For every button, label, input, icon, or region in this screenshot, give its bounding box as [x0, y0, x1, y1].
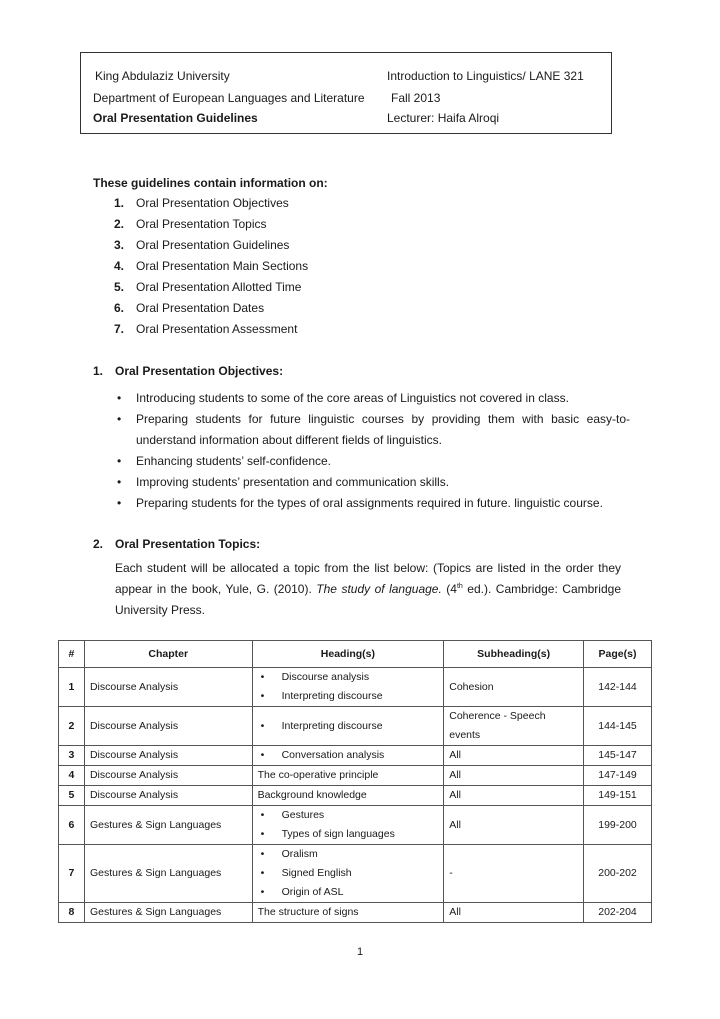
heading-item: • Interpreting discourse: [258, 687, 439, 706]
heading-item: • Origin of ASL: [258, 883, 439, 902]
pages-cell: 149-151: [584, 786, 652, 806]
chapter-cell: Discourse Analysis: [84, 746, 252, 766]
pages-cell: 145-147: [584, 746, 652, 766]
table-row: [59, 746, 652, 766]
course-name: Introduction to Linguistics/ LANE 321: [387, 69, 584, 83]
heading-cell: [252, 806, 444, 845]
paragraph-text: (4: [441, 582, 457, 596]
document-title: Oral Presentation Guidelines: [93, 111, 258, 125]
subheading-cell: -: [444, 845, 584, 903]
heading-cell: [252, 845, 444, 903]
heading-cell: [252, 668, 444, 707]
lecturer: Lecturer: Haifa Alroqi: [387, 111, 500, 125]
list-item: • Preparing students for future linguistic courses by providing them with basic easy-to-understand information about different fields of linguistics.: [115, 409, 630, 451]
chapter-cell: Gestures & Sign Languages: [84, 845, 252, 903]
subheading-cell: Coherence - Speech events: [444, 707, 584, 746]
row-number: 3: [59, 746, 85, 766]
list-item: • Introducing students to some of the core areas of Linguistics not covered in class.: [115, 388, 630, 409]
item-text: Oral Presentation Assessment: [136, 322, 298, 336]
table-header-row: [59, 641, 652, 668]
section-title: Oral Presentation Topics:: [115, 537, 261, 551]
row-number: 5: [59, 786, 85, 806]
heading-item: • Discourse analysis: [258, 668, 439, 687]
chapter-cell: Gestures & Sign Languages: [84, 806, 252, 845]
heading-item: • Conversation analysis: [258, 746, 439, 765]
item-number: 6.: [114, 301, 125, 315]
heading-item: • Gestures: [258, 806, 439, 825]
heading-cell: Background knowledge: [252, 786, 444, 806]
item-text: Oral Presentation Objectives: [136, 196, 289, 210]
department-name: Department of European Languages and Literature: [93, 91, 365, 105]
table-row: [59, 668, 652, 707]
pages-cell: 144-145: [584, 707, 652, 746]
page-number: 1: [356, 946, 364, 958]
paragraph-text: Each student will be allocated a topic from the list below: (Topics are listed in the order they appear in the book, Yule, G. (2010).: [115, 561, 621, 596]
topics-table: [58, 640, 652, 923]
heading-item: • Types of sign languages: [258, 825, 439, 844]
pages-cell: 199-200: [584, 806, 652, 845]
chapter-cell: Discourse Analysis: [84, 707, 252, 746]
subheading-cell: All: [444, 746, 584, 766]
heading-item: • Interpreting discourse: [258, 717, 439, 736]
item-number: 3.: [114, 238, 125, 252]
objectives-list: [115, 388, 630, 514]
item-number: 2.: [114, 217, 125, 231]
column-header: Heading(s): [252, 641, 444, 668]
row-number: 8: [59, 903, 85, 923]
item-number: 5.: [114, 280, 125, 294]
item-number: 4.: [114, 259, 125, 273]
table-row: [59, 845, 652, 903]
table-row: [59, 903, 652, 923]
table-row: [59, 766, 652, 786]
section-number: 1.: [93, 364, 104, 378]
item-text: Oral Presentation Main Sections: [136, 259, 309, 273]
list-item: • Preparing students for the types of oral assignments required in future. linguistic course.: [115, 493, 630, 514]
chapter-cell: Discourse Analysis: [84, 786, 252, 806]
row-number: 1: [59, 668, 85, 707]
subheading-cell: Cohesion: [444, 668, 584, 707]
subheading-cell: All: [444, 903, 584, 923]
pages-cell: 142-144: [584, 668, 652, 707]
column-header: Subheading(s): [444, 641, 584, 668]
heading-item: • Signed English: [258, 864, 439, 883]
list-item: • Improving students’ presentation and communication skills.: [115, 472, 630, 493]
section-title: Oral Presentation Objectives:: [115, 364, 284, 378]
paragraph-text: ed.). Cambridge: Cambridge University Press.: [115, 582, 621, 617]
column-header: Page(s): [584, 641, 652, 668]
column-header: #: [59, 641, 85, 668]
item-text: Oral Presentation Guidelines: [136, 238, 290, 252]
subheading-cell: All: [444, 786, 584, 806]
heading-cell: [252, 746, 444, 766]
row-number: 7: [59, 845, 85, 903]
superscript: th: [456, 583, 463, 590]
table-row: [59, 786, 652, 806]
header-box: [80, 52, 612, 134]
intro-heading: These guidelines contain information on:: [93, 176, 328, 190]
list-item: • Enhancing students’ self-confidence.: [115, 451, 630, 472]
table-row: [59, 707, 652, 746]
university-name: King Abdulaziz University: [95, 69, 230, 83]
heading-cell: The structure of signs: [252, 903, 444, 923]
subheading-cell: All: [444, 766, 584, 786]
item-number: 7.: [114, 322, 125, 336]
pages-cell: 202-204: [584, 903, 652, 923]
heading-cell: [252, 707, 444, 746]
row-number: 4: [59, 766, 85, 786]
pages-cell: 147-149: [584, 766, 652, 786]
item-number: 1.: [114, 196, 125, 210]
book-title: The study of language.: [316, 582, 442, 596]
heading-cell: The co-operative principle: [252, 766, 444, 786]
subheading-cell: All: [444, 806, 584, 845]
row-number: 6: [59, 806, 85, 845]
chapter-cell: Gestures & Sign Languages: [84, 903, 252, 923]
item-text: Oral Presentation Topics: [136, 217, 267, 231]
table-row: [59, 806, 652, 845]
term: Fall 2013: [391, 91, 441, 105]
item-text: Oral Presentation Dates: [136, 301, 265, 315]
item-text: Oral Presentation Allotted Time: [136, 280, 302, 294]
column-header: Chapter: [84, 641, 252, 668]
pages-cell: 200-202: [584, 845, 652, 903]
chapter-cell: Discourse Analysis: [84, 766, 252, 786]
heading-item: • Oralism: [258, 845, 439, 864]
topics-paragraph: [115, 558, 621, 621]
chapter-cell: Discourse Analysis: [84, 668, 252, 707]
row-number: 2: [59, 707, 85, 746]
section-number: 2.: [93, 537, 104, 551]
